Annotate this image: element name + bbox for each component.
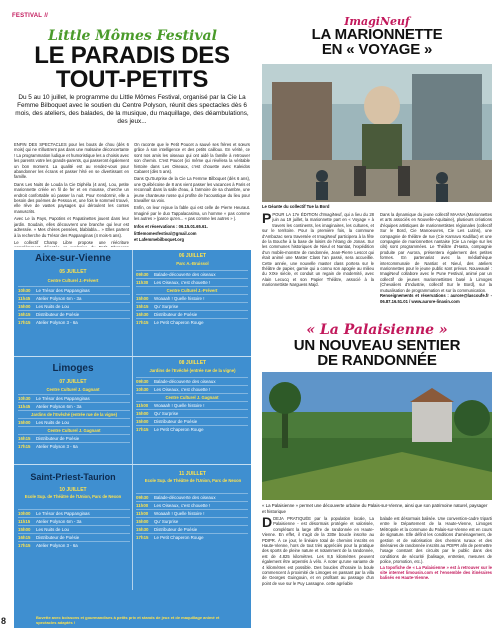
schedule-city: Saint-Priest-Taurion bbox=[30, 472, 116, 482]
marionette-photo bbox=[262, 64, 492, 202]
schedule-row: 17h15 Le Petit Chaperon Rouge bbox=[136, 318, 248, 326]
schedule-row: 09h30 Balade-découverte des oiseaux bbox=[136, 270, 248, 278]
left-col2-p1: On raconte que le Petit Poucet a sauvé ses frères et sœurs grâce à son intelligence et des petits cailloux. En vérité, ce sont nos amis les oiseaux qui ont aidé la famille à retrouver son chemin. C'est Poucet (ici même qui révélera la véritable histoire dans Les Oiseaux, c'est chouette avec Kaleidos Cabaret (dès 5 ans). bbox=[134, 142, 250, 175]
schedule-limoges bbox=[14, 356, 251, 464]
right-bottom-col2-text: balade est désormais balisée. Une convention-cadre triparti entre le Département de la Haute-Vienne, Limoges Métropole et la commune du Palais-sur-Vienne est en cours de signature. Elle définit les conditions d'aménagement, de gestion et de valorisation des chemins ruraux et des itinéraires de randonnée inscrits au PDIPR afin de permettre l'usage constant des circuits par le public dans des conditions de sécurité (balisage, entretien, mesures de police, promotion, etc.). bbox=[380, 516, 492, 565]
right-bottom-headline bbox=[262, 338, 492, 368]
schedule-row: 15h15 Qu' Surprise bbox=[136, 302, 248, 310]
right-bottom-col1 bbox=[262, 516, 374, 628]
schedule-city: Limoges bbox=[52, 363, 94, 374]
schedule-row: 17h15 Atelier Polyson 3 - 6a bbox=[18, 541, 130, 549]
schedule-day-right: 08 JUILLET bbox=[178, 360, 207, 366]
left-col1-p4: Le collectif Champ Libre propose une réécriture bbox=[14, 239, 129, 245]
schedule-row: 16h15 Distributeur de Poésie bbox=[18, 310, 130, 318]
schedule-row: 15h00 Les Nuits de Lou bbox=[18, 525, 130, 533]
schedule-row: 10h00 Le Trésor des Pappanginas bbox=[18, 509, 130, 517]
schedule-row: 17h15 Atelier Polyson 3 - 6a bbox=[18, 318, 130, 326]
schedule-row: 11h00 Les Oiseaux, c'est chouette ! bbox=[136, 501, 248, 509]
schedule-row: 17h15 Le Petit Chaperon Rouge bbox=[136, 425, 248, 433]
schedule-row: 11h30 Les Oiseaux, c'est chouette ! bbox=[136, 278, 248, 286]
schedule-row: 15h00 Les Nuits de Lou bbox=[18, 302, 130, 310]
drop-cap-d: D bbox=[262, 516, 273, 530]
schedule-row: 09h30 Balade-découverte des oiseaux bbox=[136, 377, 248, 385]
marionette-photo-illustration bbox=[262, 64, 492, 202]
schedule-row: 11h45 Atelier Polyson 6m - 3a bbox=[18, 294, 130, 302]
imagineuf-script-title: ImagiNeuf bbox=[344, 15, 410, 28]
section-rubric bbox=[12, 12, 48, 19]
schedule-row-place: Centre Culturel J. Gagnant bbox=[136, 393, 248, 401]
schedule-row: 16h30 Distributeur de Poésie bbox=[136, 310, 248, 318]
palaisienne-script-title: « La Palaisienne » bbox=[306, 322, 448, 338]
right-top-col2-text: Dans la dynamique du jeune collectif MAANA (Marionnettes et arts associés en Nouvelle-Aquitaine), plusieurs créations d'équipes artistiques de marionnettistes régionales (collectif Sur le Bord, Cie Manoeuvres, Cie Les Lutins), une compagnie de théâtre de rue (Cie Karnavo Kadillac) et une compagnie de marionnettes nantaise (Cie La neige sur les cils) sont programmées. Le Théâtre d'Hasta, compagnie produite par Aurora, présentera également des petites formes. En partenariat avec la médiathèque intercommunale de Nantiat et Nieul, des ateliers marionnettes pour le jeune public sont prévus. Nouveauté : ImagiNeuf collabore avec le Pune Festival, animé par un collectif de jeunes marionnettistes basé à Limoges (Chevaliers d'Industrie, collectif Sur le Bord), sur la mutualisation de programmation et sur la communication. bbox=[380, 212, 492, 293]
schedule-row: 10h30 Le Trésor des Pappanginas bbox=[18, 394, 130, 402]
schedule-place-right: Jardins de l'Evêché (entrée rue de la vigne) bbox=[149, 368, 236, 373]
schedule-day-left: 05 JUILLET bbox=[59, 269, 87, 275]
left-col1-p1: ENFIN DES SPECTACLES pour les bouts de chou (dès 6 mois) qui ne s'illustrent pas dans une malsaine déconcertante ! La programmation ludique et humoristique les a choisis avec les parents votre les grands-parents, qui passeront également un bon moment. La qualité est au rendez-vous pour abandonner les écrans et passer l'été en se divertissant en famille. bbox=[14, 142, 129, 180]
schedule-day-right: 11 JUILLET bbox=[179, 471, 206, 477]
right-bottom-headline-line1: UN NOUVEAU SENTIER bbox=[293, 337, 461, 354]
schedule-row: 16h15 Distributeur de Poésie bbox=[18, 434, 130, 442]
right-top-headline-line2: EN « VOYAGE » bbox=[321, 41, 433, 58]
rubric-slashes: // bbox=[44, 13, 49, 19]
schedule-divider bbox=[132, 250, 133, 356]
left-headline-line2: TOUT-PETITS bbox=[55, 66, 209, 93]
schedule-saint-priest bbox=[14, 464, 251, 628]
schedule-row: 15h00 Woaaah ! Quelle histoire ! bbox=[136, 294, 248, 302]
schedule-city: Aixe-sur-Vienne bbox=[35, 253, 111, 264]
schedule-divider bbox=[132, 465, 133, 590]
schedule-row: 11h45 Atelier Polyson 6m - 3a bbox=[18, 402, 130, 410]
trail-photo-caption: « La Palaisienne » permet une découverte urbaine du Palais-sur-Vienne, ainsi que son patrimoine naturel, paysager et historique bbox=[262, 503, 488, 514]
schedule-divider bbox=[132, 357, 133, 464]
schedule-place-left: Ecole Sup. de Théâtre de l'Union, Parc de Nexon bbox=[24, 494, 122, 499]
info-site[interactable]: et Lafemmebilboquet.org bbox=[134, 236, 185, 242]
right-top-headline bbox=[262, 27, 492, 57]
left-col1-p3: Avec Le la Pays, Papotins et Papatinettes jouent dans leur jardin. Soudain, elles découvrent une branche qui leur est adressée. « Mes chères pensées, blablabla... » Elles partent à la recherche du Trésor des Pappanginas (4 mois-5 ans). bbox=[14, 216, 129, 238]
right-top-col2 bbox=[380, 212, 492, 320]
schedule-row: 15h30 Distributeur de Poésie bbox=[136, 525, 248, 533]
rubric-label: FESTIVAL bbox=[12, 13, 43, 19]
schedule-row: 11h15 Atelier Polyson 6m - 3a bbox=[18, 517, 130, 525]
schedule-day-right: 06 JUILLET bbox=[178, 253, 207, 259]
right-bottom-headline-line2: DE RANDONNÉE bbox=[317, 352, 437, 369]
schedule-row: 15h00 Qu' Surprise bbox=[136, 409, 248, 417]
left-body-col1 bbox=[14, 142, 129, 247]
schedule-row: 16h15 Distributeur de Poésie bbox=[18, 533, 130, 541]
trail-photo bbox=[262, 372, 492, 500]
marionette-photo-caption: Le Géante du collectif Tue la Bord bbox=[262, 204, 330, 209]
right-top-col1-text: POUR LA 17e ÉDITION d'ImagiNeuf, qui a lieu du 28 juin au 19 juillet, la marionnette part en « Voyage » à travers les continents, les imaginaires, les cultures, et sur le territoire. Pour la première fois, la commune d'Ambazac sera traversée et ImagiNeuf participera à la fête de la Bouche à la base de loisirs de l'étang de Jonas. Sur les communes historiques de Nieul et Nantiat, l'expédition d'un mobile-monstre de randonnée, Jean-Pierre Lescot qui était animé une Master Class l'an passé, sera accueillie. Cette année, une nouvelle master class portera sur le théâtre de papier, garnie qui a connu son apogée au milieu du XIXe siècle, et conduit un regain de modernité, avec Alain Lecucq et son Papier Théâtre, associé à la marionnettiste Narguess Majd. bbox=[262, 212, 374, 288]
right-top-reservations[interactable]: Renseignements et réservations : aurore@lascoufe.fr - 06.87.16.51.01 / www.aurore-linasin.com bbox=[380, 293, 492, 304]
schedule-row: 10h30 Les Oiseaux, c'est chouette ! bbox=[136, 385, 248, 393]
schedule-row: 11h00 Woaaah ! Quelle histoire ! bbox=[136, 401, 248, 409]
schedule-place-right: Ecole Sup. de Théâtre de l'Union, Parc de Nexon bbox=[144, 478, 242, 483]
schedule-row: 09h30 Balade-découverte des oiseaux bbox=[136, 493, 248, 501]
right-bottom-col1-text: DEJA PRATIQUÉE par la population locale, La Palaisienne - est désormais protégée et valorisée, complétant la large offre de randonnée en Haute-Vienne. En effet, il s'agit de la 330e boucle inscrite au PDIPR. À ce jour, le linéaire total de chemins inscrits en Haute-Vienne, hors de tout très appréciés pour la pratique des sports de pleine nature et notamment de la randonnée, est de 4.825 kilomètres. Les 8,5 kilomètres peuvent également être arpentés à vélo. À noter qu'une variante de 4 kilomètres est possible. Des boucles d'horaire la boule commencent à proximité de Limoges en passant par la villa de Georges Guingouin, et en profitant au passage d'un point de vue sur le Puy Lassagne. cette agréable bbox=[262, 516, 374, 586]
schedule-row: 15h00 Qu' Surprise bbox=[136, 517, 248, 525]
page-number: 8 bbox=[1, 616, 7, 626]
schedule-row: 17h15 Atelier Polyson 3 - 6a bbox=[18, 442, 130, 450]
left-headline bbox=[14, 44, 250, 92]
left-col2-p2: Dans Qu'Surprise de la Cie La Femme Bilboquet (dès 6 ans), une Québécoise de 8 ans vient passer les vacances à Paris et reconnaît dans la salle d'eau, à l'armoire de sa chambre, une jeune chanteuse russe qui profite de l'acoustique du lieu pour travailler sa voix. bbox=[134, 176, 250, 204]
schedule-row: 15h00 Les Nuits de Lou bbox=[18, 418, 130, 426]
left-col1-p2: Dans Les Nuits de Louda la Cie Diphéla (4 ans), Lou, petite marionnette créée en fil de fer et en mousse, cherche un endroit confortable où passer la nuit. Pour s'endormir, elle a besoin des poèmes de Pessoa et, une fois le sommeil trouvé, elle rêve de vastes paysages qui déroulent les contes manuscrits. bbox=[14, 181, 129, 214]
left-chapo: Du 5 au 10 juillet, le programme du Little Mômes Festival, organisé par la Cie La Femme Bilboquet avec le soutien du Centre Polyson, réunit des spectacles dès 6 mois, des ateliers, des balades, de la musique, du maquillage, des déambulations, des jeux... bbox=[15, 94, 249, 125]
right-bottom-col2 bbox=[380, 516, 492, 628]
schedule-row: 17h15 Le Petit Chaperon Rouge bbox=[136, 533, 248, 541]
schedule-row: 11h00 Woaaah ! Quelle histoire ! bbox=[136, 509, 248, 517]
schedule-place-right: Parc A.-Bruissol bbox=[176, 261, 209, 266]
drop-cap-p: P bbox=[262, 212, 272, 226]
info-line: Infos et réservations : 06.15.01.65.61. bbox=[134, 223, 208, 229]
schedule-note: Buvette avec boissons et gourmandises à petits prix et stands de jeux et de maquillage animé et spectacles adaptés ! bbox=[36, 615, 220, 625]
left-headline-line1: LE PARADIS DES bbox=[34, 42, 230, 69]
schedule-row-place: Centre Culturel J. Gagnant bbox=[18, 426, 130, 434]
festival-script-title: Little Mômes Festival bbox=[48, 28, 217, 44]
schedule-row: 15h00 Distributeur de Poésie bbox=[136, 417, 248, 425]
schedule-row-place: Centre Culturel J.-Prévert bbox=[136, 286, 248, 294]
left-col2-p3: Enfin, on leur rejoue la fable qui est celle de Pierre Heuraut. Imaginé par le duo Tappalacasima, un homme « pas comme les autres » (parce qu'en... « pas comme les autres » ). bbox=[134, 205, 250, 222]
schedule-aixe bbox=[14, 250, 251, 356]
right-top-headline-line1: LA MARIONNETTE bbox=[311, 26, 443, 43]
schedule-day-left: 10 JUILLET bbox=[59, 487, 87, 493]
schedule-row: 10h30 Le Trésor des Pappanginas bbox=[18, 286, 130, 294]
schedule-place-left: Centre Culturel J.-Prévert bbox=[47, 278, 99, 283]
right-bottom-col2-highlight: La topofiche de « La Palaisienne » est à retrouver sur le site internet limousin.com et l'ensemble des itinéraires balisés en Haute-Vienne. bbox=[380, 564, 492, 581]
schedule-place-left: Centre Culturel J. Gagnant bbox=[46, 387, 100, 392]
page-footer-strip bbox=[0, 518, 9, 628]
right-top-col1 bbox=[262, 212, 374, 320]
schedule-row-place: Jardins de l'Evêché (entrée rue de la vigne) bbox=[18, 410, 130, 418]
schedule-day-left: 07 JUILLET bbox=[59, 379, 87, 385]
info-email[interactable]: littlemomesfestival@gmail.com bbox=[134, 231, 197, 237]
trail-photo-illustration bbox=[262, 372, 492, 500]
